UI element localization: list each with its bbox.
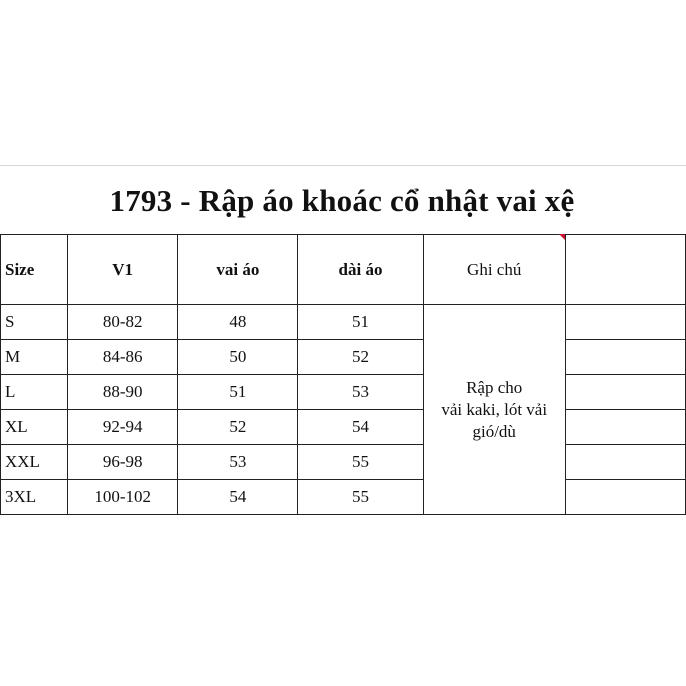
header-ghi-chu: Ghi chú [423, 235, 565, 305]
header-extra [565, 235, 685, 305]
cell-dai-ao: 53 [298, 375, 423, 410]
cell-extra [565, 445, 685, 480]
cell-dai-ao: 51 [298, 305, 423, 340]
table-row [1, 445, 686, 480]
title-row [0, 165, 686, 235]
size-chart-sheet [0, 165, 686, 522]
cell-size: XL [1, 410, 68, 445]
cell-size: M [1, 340, 68, 375]
table-row [1, 305, 686, 340]
header-dai-ao: dài áo [298, 235, 423, 305]
cell-size: XXL [1, 445, 68, 480]
cell-dai-ao: 54 [298, 410, 423, 445]
header-v1: V1 [68, 235, 178, 305]
note-line: Rập cho [466, 377, 523, 397]
cell-vai-ao: 48 [178, 305, 298, 340]
cell-v1: 88-90 [68, 375, 178, 410]
note-cell [423, 305, 565, 515]
cell-v1: 100-102 [68, 480, 178, 515]
cell-v1: 92-94 [68, 410, 178, 445]
cell-extra [565, 410, 685, 445]
note-line: gió/dù [472, 421, 516, 441]
cell-extra [565, 480, 685, 515]
cell-v1: 84-86 [68, 340, 178, 375]
cell-extra [565, 375, 685, 410]
cell-vai-ao: 50 [178, 340, 298, 375]
cell-dai-ao: 55 [298, 445, 423, 480]
cell-dai-ao: 55 [298, 480, 423, 515]
sheet-title: 1793 - Rập áo khoác cổ nhật vai xệ [109, 182, 575, 218]
header-vai-ao: vai áo [178, 235, 298, 305]
cell-v1: 96-98 [68, 445, 178, 480]
cell-vai-ao: 54 [178, 480, 298, 515]
cell-vai-ao: 51 [178, 375, 298, 410]
cell-size: 3XL [1, 480, 68, 515]
cell-size: L [1, 375, 68, 410]
header-row [1, 235, 686, 305]
comment-marker-icon [559, 234, 565, 240]
cell-v1: 80-82 [68, 305, 178, 340]
header-size: Size [1, 235, 68, 305]
cell-extra [565, 340, 685, 375]
table-row [1, 480, 686, 515]
table-row [1, 410, 686, 445]
cell-extra [565, 305, 685, 340]
cell-vai-ao: 53 [178, 445, 298, 480]
note-line: vải kaki, lót vải [441, 399, 548, 419]
cell-size: S [1, 305, 68, 340]
table-row [1, 340, 686, 375]
cell-vai-ao: 52 [178, 410, 298, 445]
table-row [1, 375, 686, 410]
cell-dai-ao: 52 [298, 340, 423, 375]
size-table [0, 234, 686, 515]
